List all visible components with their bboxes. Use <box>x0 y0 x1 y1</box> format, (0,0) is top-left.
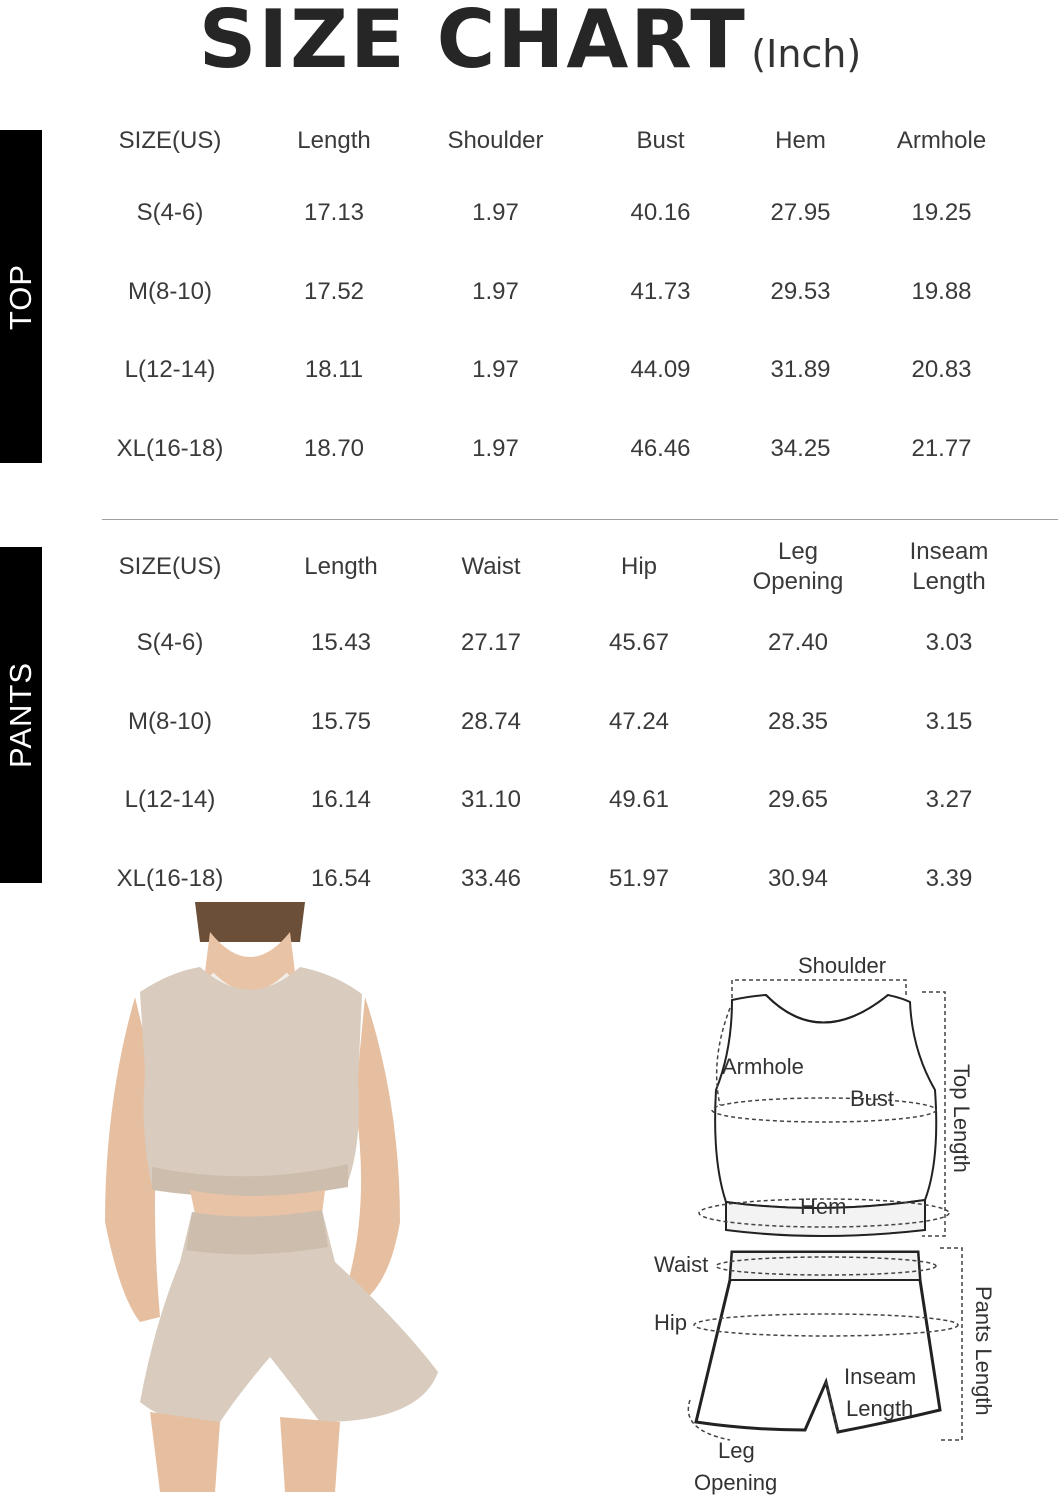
pants-size-table <box>95 530 1035 918</box>
pants-length-marker <box>940 1248 962 1440</box>
size-chart-title <box>0 0 1060 86</box>
measurement-cell: 28.74 <box>460 707 522 735</box>
right-leg <box>280 1417 340 1492</box>
column-header: Bust <box>636 127 685 154</box>
column-header: Hem <box>775 127 826 154</box>
left-leg <box>150 1412 220 1492</box>
measurement-cell: 31.10 <box>460 786 522 814</box>
measurement-cell: 1.97 <box>472 434 519 462</box>
measurement-cell: 27.95 <box>770 199 831 227</box>
measurement-cell: 27.40 <box>767 629 829 657</box>
top-header-row <box>95 108 1035 174</box>
table-row <box>95 410 1035 489</box>
column-header: Inseam Length <box>909 538 989 595</box>
measurement-cell: 45.67 <box>608 629 670 657</box>
measurement-cell: 19.88 <box>911 277 972 305</box>
measurement-cell: 3.15 <box>925 707 973 735</box>
measurement-cell: 17.13 <box>303 199 365 227</box>
top-size-table <box>95 108 1035 488</box>
size-cell: L(12-14) <box>124 356 216 384</box>
measurement-cell: 21.77 <box>911 434 972 462</box>
label-leg-1: Leg <box>718 1438 755 1463</box>
measurement-cell: 28.35 <box>767 707 829 735</box>
top-label-text: TOP <box>3 263 38 330</box>
table-row <box>95 331 1035 410</box>
crop-top <box>140 967 362 1193</box>
label-hip: Hip <box>654 1310 688 1335</box>
measurement-cell: 19.25 <box>911 199 972 227</box>
pants-header-row <box>95 530 1035 604</box>
top-section-label <box>0 130 42 463</box>
pants-label-text: PANTS <box>3 661 38 769</box>
measurement-cell: 1.97 <box>472 356 519 384</box>
column-header: Shoulder <box>447 127 544 154</box>
label-inseam-1: Inseam <box>844 1364 917 1389</box>
size-cell: XL(16-18) <box>116 434 224 462</box>
size-cell: M(8-10) <box>127 707 212 735</box>
measurement-cell: 18.11 <box>304 356 364 384</box>
column-header: Armhole <box>896 127 987 154</box>
table-row <box>95 604 1035 683</box>
measurement-cell: 15.75 <box>310 707 372 735</box>
measurement-cell: 15.43 <box>310 629 372 657</box>
title-text: SIZE CHART <box>198 0 747 86</box>
size-cell: S(4-6) <box>136 199 204 227</box>
column-header: Length <box>304 553 378 580</box>
measurement-cell: 31.89 <box>770 356 831 384</box>
table-row <box>95 253 1035 332</box>
measurement-cell: 18.70 <box>303 434 365 462</box>
label-bust: Bust <box>850 1086 895 1111</box>
label-hem: Hem <box>800 1194 847 1219</box>
measurement-cell: 44.09 <box>630 356 691 384</box>
size-cell: S(4-6) <box>136 629 204 657</box>
measurement-cell: 34.25 <box>770 434 831 462</box>
measurement-cell: 17.52 <box>303 277 365 305</box>
measurement-cell: 49.61 <box>608 786 670 814</box>
table-row <box>95 761 1035 840</box>
label-armhole: Armhole <box>722 1054 804 1079</box>
column-header: Length <box>297 127 371 154</box>
measurement-diagram <box>640 940 1040 1496</box>
label-top-length: Top Length <box>949 1064 974 1173</box>
shorts-waistband-outline <box>730 1252 920 1280</box>
label-shoulder: Shoulder <box>798 953 887 978</box>
measurement-cell: 29.53 <box>770 277 831 305</box>
measurement-cell: 29.65 <box>767 786 829 814</box>
measurement-cell: 20.83 <box>911 356 972 384</box>
measurement-cell: 1.97 <box>472 199 519 227</box>
column-header: SIZE(US) <box>118 127 222 154</box>
measurement-cell: 16.54 <box>310 864 372 892</box>
label-waist: Waist <box>654 1252 709 1277</box>
measurement-cell: 3.27 <box>925 786 973 814</box>
measurement-cell: 41.73 <box>630 277 691 305</box>
shorts-waistband <box>186 1210 328 1254</box>
model-photo <box>100 902 452 1492</box>
label-leg-2: Opening <box>694 1470 778 1495</box>
title-unit: (Inch) <box>751 32 862 76</box>
size-cell: XL(16-18) <box>116 864 224 892</box>
measurement-cell: 16.14 <box>310 786 372 814</box>
measurement-cell: 40.16 <box>630 199 691 227</box>
measurement-cell: 47.24 <box>608 707 670 735</box>
measurement-cell: 46.46 <box>630 434 691 462</box>
measurement-cell: 33.46 <box>460 864 522 892</box>
measurement-cell: 30.94 <box>767 864 829 892</box>
label-pants-length: Pants Length <box>971 1286 996 1416</box>
column-header: Waist <box>461 553 521 580</box>
measurement-cell: 1.97 <box>472 277 519 305</box>
size-cell: M(8-10) <box>127 277 212 305</box>
section-divider <box>102 519 1058 520</box>
measurement-cell: 3.03 <box>925 629 973 657</box>
size-cell: L(12-14) <box>124 786 216 814</box>
column-header: Leg Opening <box>752 538 844 595</box>
column-header: SIZE(US) <box>118 553 222 580</box>
table-row <box>95 683 1035 762</box>
measurement-cell: 3.39 <box>925 864 973 892</box>
label-inseam-2: Length <box>846 1396 914 1421</box>
table-row <box>95 174 1035 253</box>
column-header: Hip <box>620 553 657 580</box>
measurement-cell: 51.97 <box>608 864 670 892</box>
measurement-cell: 27.17 <box>460 629 522 657</box>
pants-section-label <box>0 547 42 883</box>
